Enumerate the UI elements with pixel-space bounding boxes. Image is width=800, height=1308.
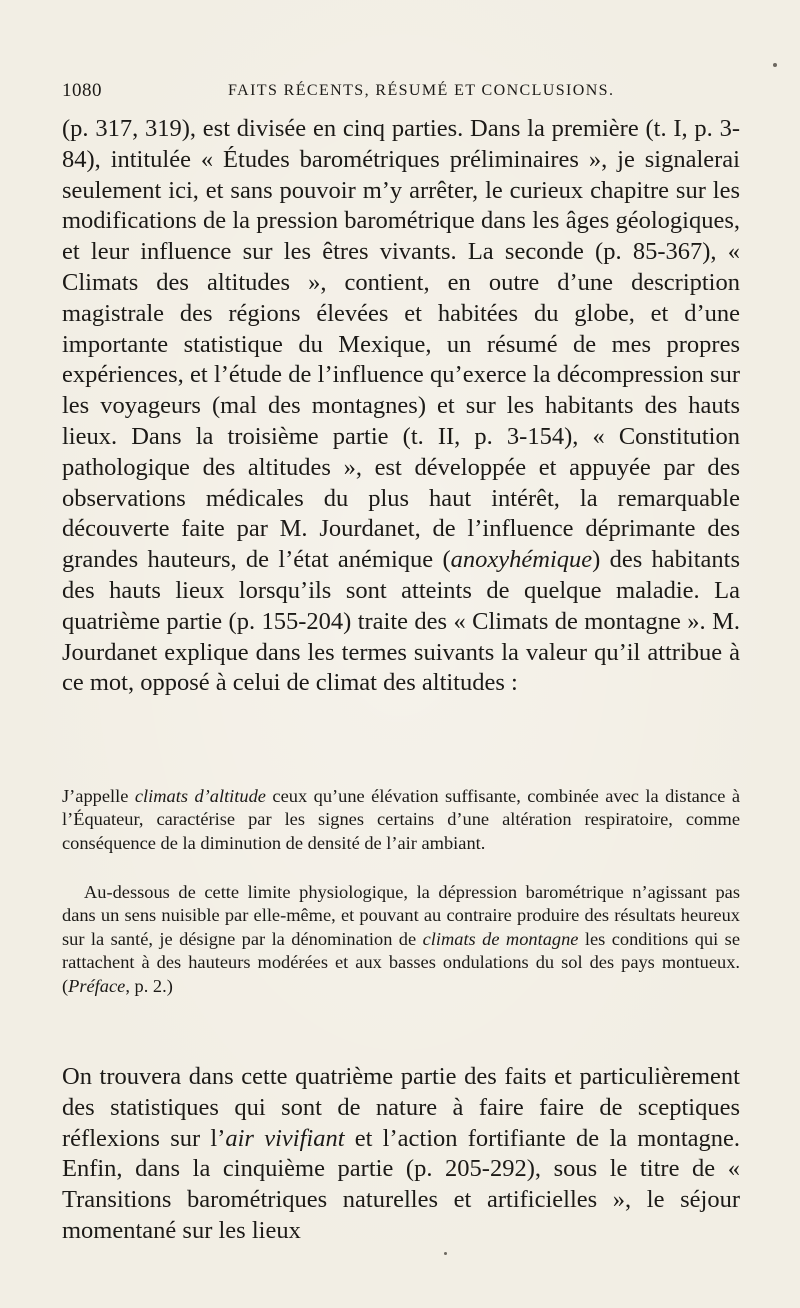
block-quote-1 — [62, 785, 740, 855]
text-segment: J’appelle — [62, 786, 135, 806]
body-paragraph-2 — [62, 1062, 740, 1247]
italic-term-climats-altitude: climats d’altitude — [134, 786, 266, 806]
text-segment: ceux qu’une élévation suffisante, combinée avec la distance à l’Équateur, caractérise par les signes certains d’une altération respiratoire, comme conséquence de la diminution de densité de l’air ambiant. — [62, 786, 740, 853]
text-segment: les conditions qui se rattachent à des hauteurs modérées et aux basses ondulations du sol des pays montueux. ( — [62, 928, 740, 996]
text-segment: ) des habitants des hauts lieux lorsqu’ils sont atteints de quelque maladie. La quatrième partie (p. 155-204) traite des « Climats de montagne ». M. Jourdanet explique dans les termes suivants la valeur qu’il attribue à ce mot, opposé à celui de climat des altitudes : — [62, 546, 740, 697]
italic-term-climats-montagne: climats de montagne — [422, 928, 579, 949]
page-header — [62, 80, 740, 110]
page-number: 1080 — [62, 80, 102, 101]
body-paragraph-1 — [62, 114, 740, 699]
paper-speck — [444, 1252, 447, 1255]
italic-term-preface: Préface — [68, 975, 126, 996]
running-head: FAITS RÉCENTS, RÉSUMÉ ET CONCLUSIONS. — [228, 82, 615, 99]
block-quote-2 — [62, 881, 740, 998]
text-segment: (p. 317, 319), est divisée en cinq parties. Dans la première (t. I, p. 3-84), intitulée « Études barométriques préliminaires », je signalerai seulement ici, et sans pouvoir m’y arrêter, le curieux chapitre sur les modifications de la pression barométrique dans les âges géologiques, et leur influence sur les êtres vivants. La seconde (p. 85-367), « Climats des altitudes », contient, en outre d’une description magistrale des régions élevées et habitées du globe, et d’une importante statistique du Mexique, un résumé de mes propres expériences, et l’étude de l’influence qu’exerce la décompression sur les voyageurs (mal des montagnes) et sur les habitants des hauts lieux. Dans la troisième partie (t. II, p. 3-154), « Constitution pathologique des altitudes », est développée et appuyée par des observations médicales du plus haut intérêt, la remarquable découverte faite par M. Jourdanet, de l’influence déprimante des grandes hauteurs, de l’état anémique ( — [62, 115, 740, 574]
text-segment: On trouvera dans cette quatrième partie des faits et particulièrement des statistiques qui sont de nature à faire faire de sceptiques réflexions sur l’ — [62, 1063, 740, 1152]
italic-term-air-vivifiant: air vivifiant — [225, 1124, 345, 1152]
text-segment: Au-dessous de cette limite physiologique, la dépression barométrique n’agissant pas dans un sens nuisible par elle-même, et pouvant au contraire produire des résultats heureux sur la santé, je désigne par la dénomination de — [62, 882, 740, 949]
italic-term-anoxyhemique: anoxyhémique — [450, 546, 593, 574]
paper-speck — [773, 63, 777, 67]
text-segment: , p. 2.) — [125, 975, 173, 996]
text-segment: et l’action fortifiante de la montagne. Enfin, dans la cinquième partie (p. 205-292), sous le titre de « Transitions barométriques naturelles et artificielles », le séjour momentané sur les lieux — [62, 1124, 740, 1244]
